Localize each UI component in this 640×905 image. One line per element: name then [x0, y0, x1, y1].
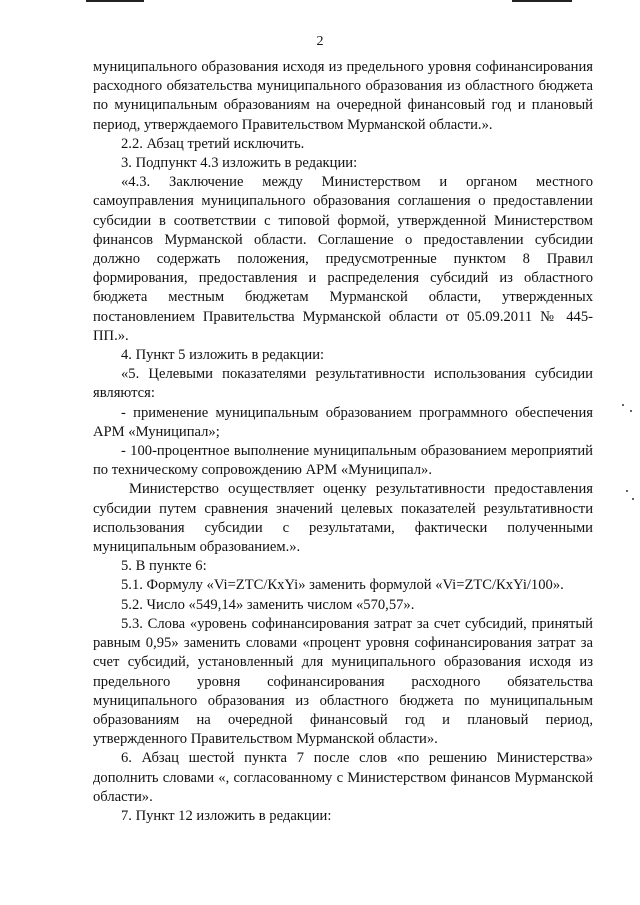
paragraph: «4.3. Заключение между Министерством и органом местного самоуправления муниципального образования соглашения о предоставлении субсидии в соответствии с типовой формой, утвержденной Министерством финансов Мурманской области. Соглашение о предоставлении субсидии должно содержать положения, предусмотренные пунктом 8 Правил формирования, предоставления и распределения субсидий из областного бюджета местным бюджетам Мурманской области, утвержденных постановлением Правительства Мурманской области от 05.09.2011 № 445-ПП.». [93, 174, 593, 344]
scan-edge-mark [512, 0, 572, 2]
paragraph: - применение муниципальным образованием программного обеспечения АРМ «Муниципал»; [93, 404, 593, 440]
paragraph: 2.2. Абзац третий исключить. [121, 135, 305, 152]
paragraph: 5.1. Формулу «Vi=ZТС/КхYi» заменить формулой «Vi=ZТС/КхYi/100». [121, 577, 564, 594]
scan-speck [630, 410, 632, 412]
paragraph: 5. В пункте 6: [121, 558, 207, 575]
paragraph: - 100-процентное выполнение муниципальным образованием мероприятий по техническому сопровождению АРМ «Муниципал». [93, 443, 593, 479]
paragraph: 3. Подпункт 4.3 изложить в редакции: [121, 155, 358, 172]
scan-speck [632, 498, 634, 500]
paragraph: 7. Пункт 12 изложить в редакции: [121, 807, 332, 824]
paragraph: «5. Целевыми показателями результативности использования субсидии являются: [93, 366, 593, 402]
scan-speck [622, 404, 624, 406]
document-body [93, 58, 593, 826]
paragraph: муниципального образования исходя из предельного уровня софинансирования расходного обязательства муниципального образования из областного бюджета по муниципальным образованиям на очередной финансовый год и плановый период, утверждаемого Правительством Мурманской области.». [93, 59, 593, 133]
scan-speck [626, 490, 628, 492]
paragraph: 4. Пункт 5 изложить в редакции: [121, 347, 325, 364]
paragraph: Министерство осуществляет оценку результативности предоставления субсидии путем сравнения значений целевых показателей результативности использования субсидии с результатами, фактически полученными муниципальным образованием.». [93, 481, 593, 556]
scan-edge-mark [86, 0, 144, 2]
paragraph: 6. Абзац шестой пункта 7 после слов «по решению Министерства» дополнить словами «, согласованному с Министерством финансов Мурманской области». [93, 750, 593, 805]
paragraph: 5.3. Слова «уровень софинансирования затрат за счет субсидий, принятый равным 0,95» заменить словами «процент уровня софинансирования затрат за счет субсидий, установленный для муниципального образования исходя из предельного уровня софинансирования расходного обязательства муниципального образования из областного бюджета по муниципальным образованиям на очередной финансовый год и плановый период, утвержденного Правительством Мурманской области». [93, 615, 593, 748]
paragraph: 5.2. Число «549,14» заменить числом «570,57». [121, 596, 415, 613]
page-number: 2 [316, 34, 324, 49]
